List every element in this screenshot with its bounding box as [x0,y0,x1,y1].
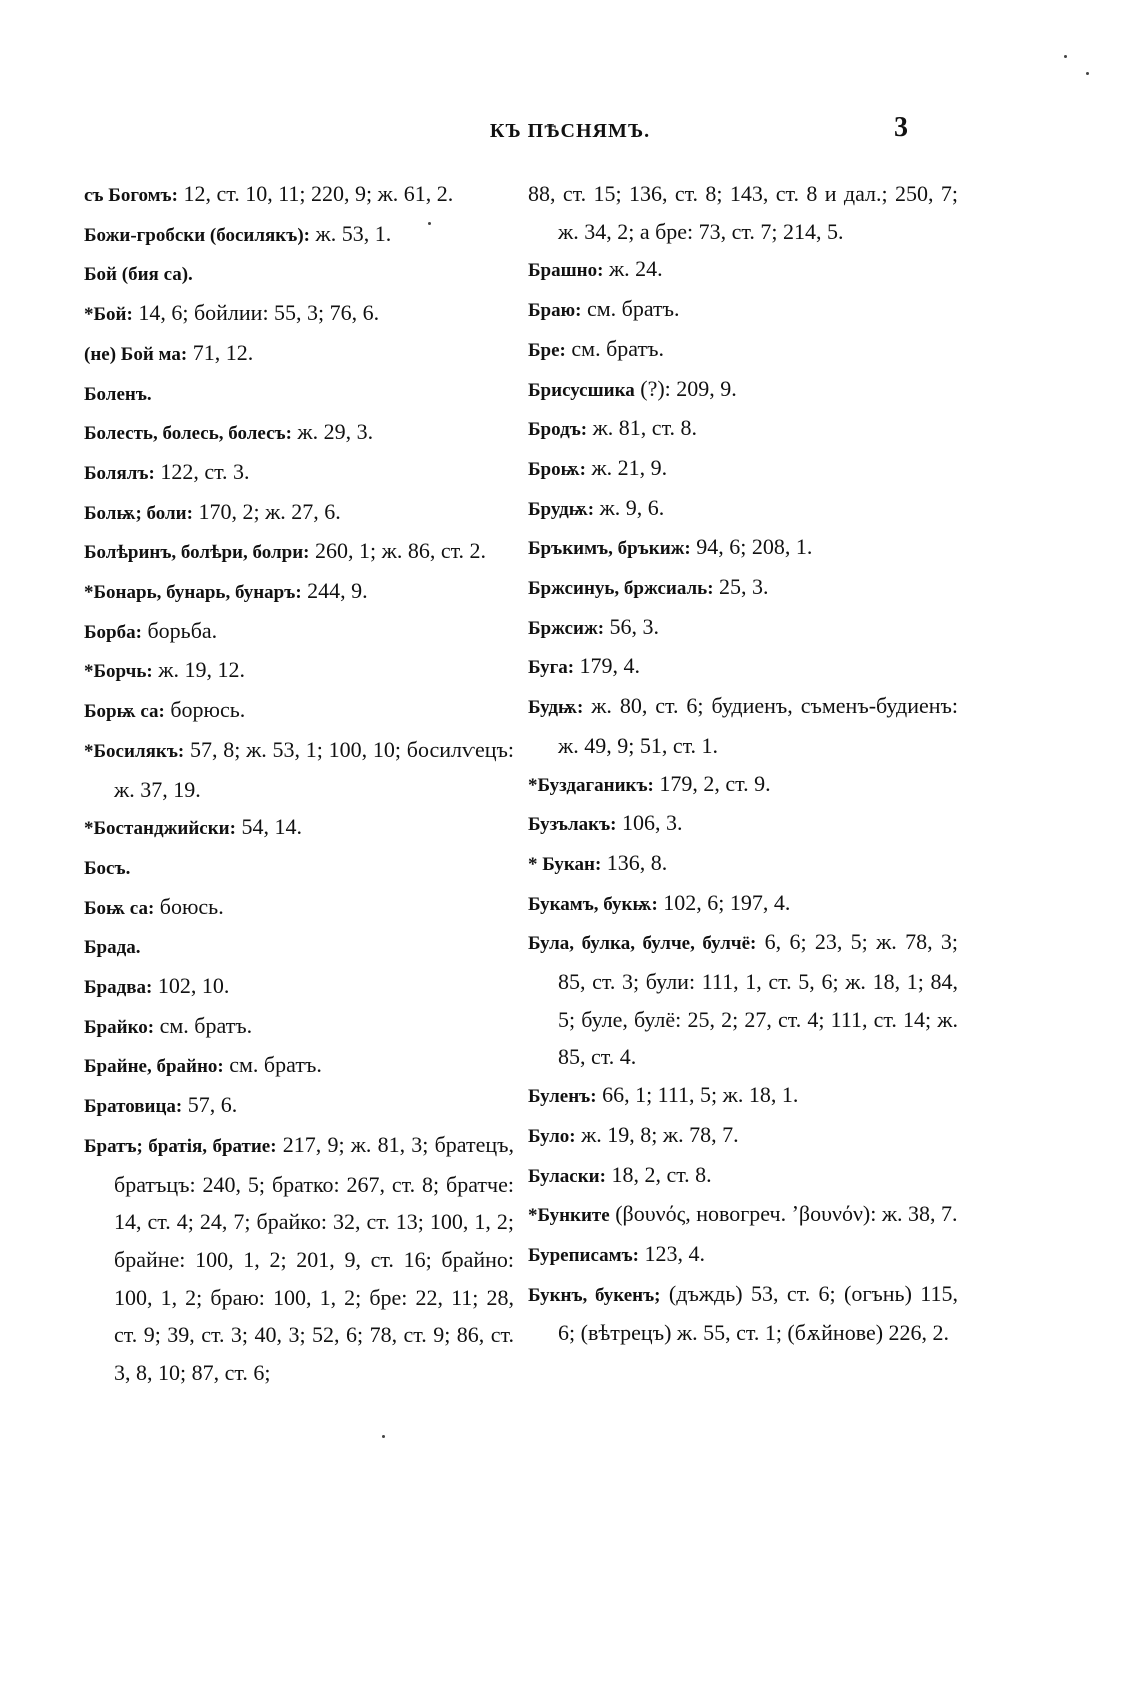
index-entry [528,608,958,648]
index-entry [84,453,514,493]
headword: Бре: [528,339,566,361]
headword: Бръкимъ, бръкиж: [528,538,691,560]
headword: Брудѭ: [528,498,595,520]
index-entry [528,1156,958,1196]
references: ж. 80, ст. 6; будиенъ, съменъ-будиенъ: ж. 49, 9; 51, ст. 1. [558,693,958,758]
index-entry [528,687,958,764]
references: 122, ст. 3. [154,458,250,484]
index-entry [528,1275,958,1352]
references: ж. 29, 3. [291,419,374,445]
index-entry [84,532,514,572]
headword: Бродъ: [528,419,588,441]
references: см. братъ. [223,1052,322,1078]
index-entry [528,1076,958,1116]
headword: *Бунките [528,1205,610,1227]
index-entry [84,215,514,255]
page-number: 3 [894,112,908,143]
headword: *Борчь: [84,661,153,683]
index-entry [528,647,958,687]
references: 71, 12. [187,339,254,365]
headword: Боленъ. [84,383,152,405]
headword: Братъ; братія, братие: [84,1135,277,1157]
references: 57, 6. [182,1092,238,1118]
index-entry [84,175,514,215]
index-entry [84,374,514,414]
references: 244, 9. [301,578,368,604]
index-entry [528,175,958,250]
references: 170, 2; ж. 27, 6. [192,498,341,524]
index-entry [84,731,514,808]
references: 25, 3. [713,574,769,600]
headword: Букнъ, букенъ; [528,1284,661,1306]
headword: Брада. [84,937,141,959]
headword: Брайко: [84,1016,155,1038]
print-speck [382,1435,385,1438]
references: ж. 53, 1. [310,220,392,246]
headword: Болѭ; боли: [84,502,193,524]
index-entry [84,1086,514,1126]
references: 123, 4. [639,1240,705,1266]
index-entry [84,967,514,1007]
index-entry [528,250,958,290]
references: 260, 1; ж. 86, ст. 2. [309,538,487,564]
index-entry [84,1126,514,1392]
references: 94, 6; 208, 1. [690,534,813,560]
index-entry [84,1007,514,1047]
references: 88, ст. 15; 136, ст. 8; 143, ст. 8 и дал.; 250, 7; ж. 34, 2; а бре: 73, ст. 7; 214, 5. [528,181,958,244]
headword: Бржсинуь, бржсиаль: [528,578,714,600]
references: 6, 6; 23, 5; ж. 78, 3; 85, ст. 3; були: 111, 1, ст. 5, 6; ж. 18, 1; 84, 5; буле, булё: 25, 2; 27, ст. 4; 111, ст. 14; ж. 85, ст. 4. [558,929,958,1070]
headword: Брадва: [84,977,153,999]
index-entry [84,808,514,848]
headword: Бузълакъ: [528,814,617,836]
references: см. братъ. [565,335,664,361]
references: 217, 9; ж. 81, 3; братецъ, братъцъ: 240, 5; братко: 267, ст. 8; братче: 14, ст. 4; 24, 7; брайко: 32, ст. 13; 100, 1, 2; брайне: 100, 1, 2; 201, 9, ст. 16; брайно: 100, 1, 2; браю: 100, 1, 2; бре: 22, 11; 28, ст. 9; 39, ст. 3; 40, 3; 52, 6; 78, ст. 9; 86, ст. 3, 8, 10; 87, ст. 6; [114,1131,514,1386]
index-entry [84,927,514,967]
references: ж. 19, 12. [152,657,245,683]
references: 66, 1; 111, 5; ж. 18, 1. [596,1082,799,1108]
references: 56, 3. [604,613,660,639]
references: (?): 209, 9. [634,375,737,401]
index-entry [528,568,958,608]
references: см. братъ. [581,296,680,322]
index-entry [528,528,958,568]
index-entry [84,493,514,533]
headword: *Бой: [84,304,133,326]
headword: (не) Бой ма: [84,343,188,365]
headword: Босъ. [84,857,131,879]
headword: Браю: [528,300,582,322]
references: 136, 8. [601,849,668,875]
headword: Букамъ, букѭ: [528,893,658,915]
index-entry [528,765,958,805]
headword: *Босилякъ: [84,740,185,762]
headword: Брашно: [528,260,604,282]
references: ж. 24. [603,256,663,282]
headword: Броѭ: [528,458,586,480]
headword: Болѣринъ, болѣри, болри: [84,542,310,564]
references: ж. 9, 6. [594,494,665,520]
index-entry [528,1195,958,1235]
references: ж. 81, ст. 8. [587,415,698,441]
index-entry [84,413,514,453]
headword: Була, булка, булче, булчё: [528,933,757,955]
left-column [84,175,514,1392]
references: 179, 2, ст. 9. [653,770,771,796]
index-entry [528,409,958,449]
index-entry [84,334,514,374]
headword: Буга: [528,657,575,679]
index-entry [528,1235,958,1275]
right-column [528,175,958,1352]
index-entry [84,691,514,731]
index-entry [84,651,514,691]
headword: Болесть, болесь, болесъ: [84,423,292,445]
index-entry [528,884,958,924]
headword: *Бонарь, бунарь, бунаръ: [84,582,302,604]
references: ж. 21, 9. [585,454,668,480]
references: 179, 4. [574,653,641,679]
references: (дъждь) 53, ст. 6; (огънь) 115, 6; (вѣтрецъ) ж. 55, ст. 1; (бѫйнове) 226, 2. [558,1280,958,1346]
headword: Буласки: [528,1165,606,1187]
index-entry [528,844,958,884]
references: борюсь. [164,697,246,723]
headword: Борѭ са: [84,701,165,723]
headword: Буреписамъ: [528,1244,639,1266]
references: (βουνός, новогреч. ʼβουνόν): ж. 38, 7. [609,1201,958,1227]
index-entry [84,888,514,928]
headword: *Буздаганикъ: [528,774,654,796]
index-entry [528,1116,958,1156]
index-entry [84,848,514,888]
references: 102, 6; 197, 4. [657,889,791,915]
index-entry [84,254,514,294]
index-entry [528,449,958,489]
index-entry [84,612,514,652]
headword: Боѭ са: [84,897,155,919]
references: 12, ст. 10, 11; 220, 9; ж. 61, 2. [177,181,454,206]
headword: съ Богомъ: [84,185,178,206]
references: борьба. [141,617,218,643]
headword: Бой (бия са). [84,264,193,286]
headword: Бржсиж: [528,617,605,639]
index-entry [528,923,958,1076]
print-speck [428,222,431,225]
headword: Брисусшика [528,379,635,401]
references: 18, 2, ст. 8. [605,1161,712,1187]
index-entry [84,294,514,334]
references: 106, 3. [616,810,683,836]
headword: Будѭ: [528,697,584,719]
print-speck [1086,72,1089,75]
references: 14, 6; бойлии: 55, 3; 76, 6. [132,300,380,326]
references: боюсь. [154,893,224,919]
index-entry [528,804,958,844]
references: см. братъ. [154,1012,253,1038]
references: 102, 10. [152,973,230,999]
headword: Божи-гробски (босилякъ): [84,224,310,246]
references: 57, 8; ж. 53, 1; 100, 10; босилѵецъ: ж. 37, 19. [114,736,514,802]
headword: Брайне, брайно: [84,1056,224,1078]
headword: Борба: [84,621,142,643]
running-title: КЪ ПѢСНЯМЪ. [489,120,651,142]
index-entry [528,330,958,370]
references: ж. 19, 8; ж. 78, 7. [575,1121,739,1147]
headword: Буленъ: [528,1086,597,1108]
index-entry [528,489,958,529]
index-entry [84,1046,514,1086]
headword: * Букан: [528,853,602,875]
print-speck [1064,55,1067,58]
index-entry [84,572,514,612]
references: 54, 14. [235,814,302,840]
headword: Братовица: [84,1096,183,1118]
headword: Болялъ: [84,462,155,484]
index-entry [528,290,958,330]
page-header [0,112,1140,152]
index-entry [528,370,958,410]
headword: Було: [528,1125,576,1147]
headword: *Бостанджийски: [84,818,236,840]
